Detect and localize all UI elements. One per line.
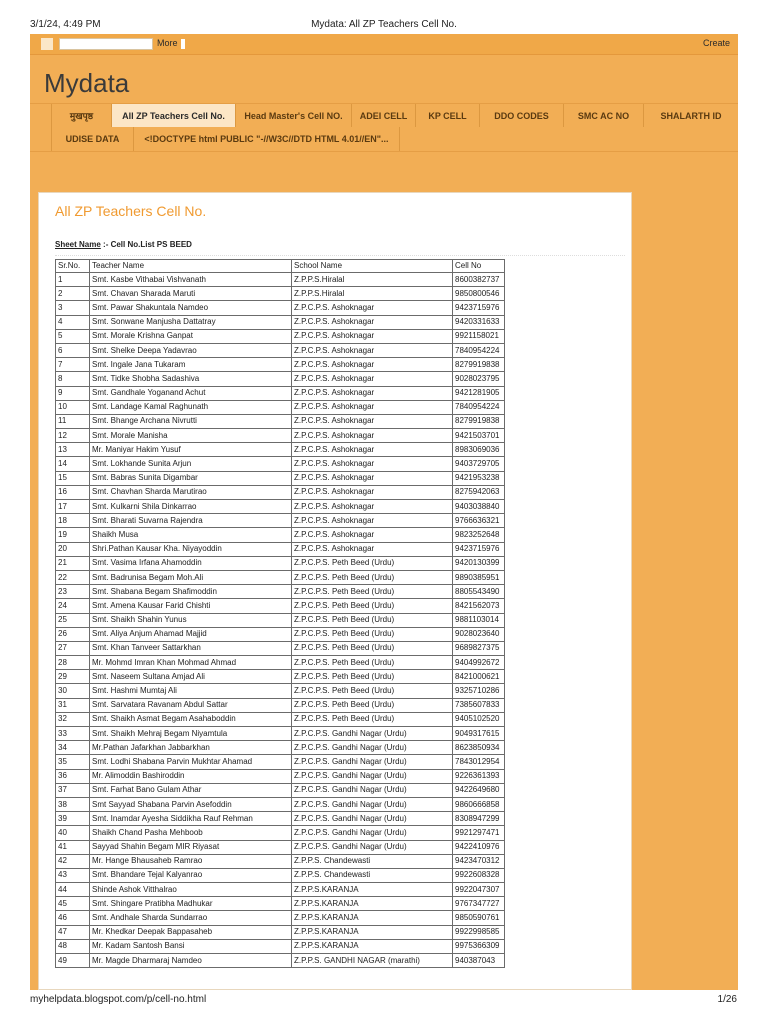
cell-teacher-name: Mr. Magde Dharmaraj Namdeo [90,954,292,968]
cell-teacher-name: Smt. Badrunisa Begam Moh.Ali [90,570,292,584]
cell-sr-no: 31 [56,698,90,712]
cell-sr-no: 30 [56,684,90,698]
cell-phone-no: 8275942063 [453,485,505,499]
cell-sr-no: 32 [56,712,90,726]
cell-phone-no: 9421503701 [453,429,505,443]
cell-sr-no: 13 [56,443,90,457]
header-cell-no: Cell No [453,260,505,273]
cell-sr-no: 28 [56,656,90,670]
cell-phone-no: 9422410976 [453,840,505,854]
cell-teacher-name: Smt. Hashmi Mumtaj Ali [90,684,292,698]
cell-teacher-name: Smt. Lokhande Sunita Arjun [90,457,292,471]
cell-teacher-name: Mr. Mohmd Imran Khan Mohmad Ahmad [90,656,292,670]
table-row [56,868,505,882]
cell-teacher-name: Sayyad Shahin Begam MIR Riyasat [90,840,292,854]
table-row [56,400,505,414]
table-row [56,897,505,911]
cell-school-name: Z.P.C.P.S. Ashoknagar [292,528,453,542]
cell-school-name: Z.P.C.P.S. Ashoknagar [292,429,453,443]
cell-phone-no: 7840954224 [453,400,505,414]
cell-phone-no: 7840954224 [453,343,505,357]
post-body [38,192,632,990]
cell-sr-no: 37 [56,783,90,797]
table-row [56,556,505,570]
cell-sr-no: 11 [56,414,90,428]
pages-tabs-row-2 [30,127,738,152]
table-row [56,840,505,854]
cell-teacher-name: Smt. Naseem Sultana Amjad Ali [90,670,292,684]
cell-teacher-name: Smt. Andhale Sharda Sundarrao [90,911,292,925]
sheet-name-label: Sheet Name [55,240,101,249]
cell-phone-no: 9423715976 [453,301,505,315]
cell-school-name: Z.P.P.S.KARANJA [292,939,453,953]
print-page-number: 1/26 [717,994,737,1005]
cell-teacher-name: Mr.Pathan Jafarkhan Jabbarkhan [90,741,292,755]
cell-phone-no: 9423715976 [453,542,505,556]
cell-teacher-name: Mr. Hange Bhausaheb Ramrao [90,854,292,868]
cell-phone-no: 9403729705 [453,457,505,471]
cell-sr-no: 40 [56,826,90,840]
cell-phone-no: 9921297471 [453,826,505,840]
cell-teacher-name: Smt. Tidke Shobha Sadashiva [90,372,292,386]
table-row [56,812,505,826]
cell-sr-no: 27 [56,641,90,655]
table-row [56,883,505,897]
cell-teacher-name: Smt. Shaikh Mehraj Begam Niyamtula [90,727,292,741]
cell-teacher-name: Smt. Lodhi Shabana Parvin Mukhtar Ahamad [90,755,292,769]
cell-school-name: Z.P.C.P.S. Ashoknagar [292,343,453,357]
cell-phone-no: 9403038840 [453,500,505,514]
tab-kp-cell[interactable]: KP CELL [416,104,480,128]
cell-teacher-name: Smt. Landage Kamal Raghunath [90,400,292,414]
cell-school-name: Z.P.C.P.S. Ashoknagar [292,358,453,372]
cell-sr-no: 24 [56,599,90,613]
cell-phone-no: 8279919838 [453,358,505,372]
cell-sr-no: 42 [56,854,90,868]
cell-phone-no: 9766636321 [453,514,505,528]
cell-phone-no: 8308947299 [453,812,505,826]
cell-phone-no: 8600382737 [453,273,505,287]
cell-school-name: Z.P.C.P.S. Ashoknagar [292,400,453,414]
navbar-more-dropdown-icon[interactable] [181,39,185,49]
cell-teacher-name: Shri.Pathan Kausar Kha. Niyayoddin [90,542,292,556]
cell-teacher-name: Smt. Morale Manisha [90,429,292,443]
cell-phone-no: 8623850934 [453,741,505,755]
cell-teacher-name: Smt. Shingare Pratibha Madhukar [90,897,292,911]
cell-phone-no: 9421281905 [453,386,505,400]
table-row [56,457,505,471]
cell-sr-no: 34 [56,741,90,755]
cell-phone-no: 9421953238 [453,471,505,485]
table-row [56,769,505,783]
cell-school-name: Z.P.C.P.S. Gandhi Nagar (Urdu) [292,769,453,783]
cell-sr-no: 6 [56,343,90,357]
cell-sr-no: 8 [56,372,90,386]
table-row [56,854,505,868]
blog-title[interactable]: Mydata [44,68,130,98]
cell-sr-no: 35 [56,755,90,769]
cell-phone-no: 8805543490 [453,585,505,599]
tab-smc-ac-no[interactable]: SMC AC NO [564,104,644,128]
cell-sr-no: 12 [56,429,90,443]
cell-sr-no: 1 [56,273,90,287]
cell-school-name: Z.P.C.P.S. Gandhi Nagar (Urdu) [292,741,453,755]
tab-home[interactable]: मुखपृष्ठ [52,104,112,128]
cell-school-name: Z.P.C.P.S. Ashoknagar [292,443,453,457]
navbar-more-link[interactable]: More [157,38,178,48]
tab-adei-cell[interactable]: ADEI CELL [352,104,416,128]
table-row [56,797,505,811]
cell-school-name: Z.P.C.P.S. Peth Beed (Urdu) [292,556,453,570]
cell-teacher-name: Smt. Shelke Deepa Yadavrao [90,343,292,357]
cell-school-name: Z.P.C.P.S. Gandhi Nagar (Urdu) [292,755,453,769]
cell-teacher-name: Smt. Bharati Suvarna Rajendra [90,514,292,528]
cell-sr-no: 46 [56,911,90,925]
cell-phone-no: 8983069036 [453,443,505,457]
cell-phone-no: 9860666858 [453,797,505,811]
sheet-name [55,240,192,249]
cell-school-name: Z.P.C.P.S. Peth Beed (Urdu) [292,712,453,726]
table-row [56,954,505,968]
table-row [56,343,505,357]
cell-teacher-name: Smt. Sonwane Manjusha Dattatray [90,315,292,329]
cell-teacher-name: Smt. Bhandare Tejal Kalyanrao [90,868,292,882]
table-row [56,542,505,556]
cell-school-name: Z.P.C.P.S. Peth Beed (Urdu) [292,656,453,670]
cell-sr-no: 25 [56,613,90,627]
cell-sr-no: 14 [56,457,90,471]
cell-teacher-name: Smt. Babras Sunita Digambar [90,471,292,485]
table-row [56,301,505,315]
cell-sr-no: 22 [56,570,90,584]
table-row [56,755,505,769]
cell-sr-no: 33 [56,727,90,741]
table-row [56,925,505,939]
cell-teacher-name: Smt. Ingale Jana Tukaram [90,358,292,372]
cell-phone-no: 9922998585 [453,925,505,939]
table-row [56,429,505,443]
table-row [56,528,505,542]
cell-phone-no: 7843012954 [453,755,505,769]
table-row [56,485,505,499]
blog-page [30,34,738,990]
cell-teacher-name: Shaikh Chand Pasha Mehboob [90,826,292,840]
cell-sr-no: 2 [56,287,90,301]
cell-school-name: Z.P.C.P.S. Ashoknagar [292,386,453,400]
teachers-cell-table [55,259,505,968]
cell-teacher-name: Smt. Kasbe Vithabai Vishvanath [90,273,292,287]
table-row [56,911,505,925]
table-row [56,500,505,514]
table-row [56,599,505,613]
table-row [56,386,505,400]
cell-sr-no: 29 [56,670,90,684]
cell-phone-no: 9881103014 [453,613,505,627]
blogger-navbar [30,34,738,55]
cell-teacher-name: Mr. Maniyar Hakim Yusuf [90,443,292,457]
print-url: myhelpdata.blogspot.com/p/cell-no.html [30,994,207,1005]
cell-school-name: Z.P.C.P.S. Peth Beed (Urdu) [292,698,453,712]
cell-teacher-name: Smt. Chavhan Sharda Marutirao [90,485,292,499]
cell-school-name: Z.P.P.S. GANDHI NAGAR (marathi) [292,954,453,968]
table-row [56,741,505,755]
cell-teacher-name: Smt. Shaikh Shahin Yunus [90,613,292,627]
cell-teacher-name: Mr. Kadam Santosh Bansi [90,939,292,953]
cell-phone-no: 9921158021 [453,329,505,343]
table-row [56,358,505,372]
cell-phone-no: 9850800546 [453,287,505,301]
cell-phone-no: 9049317615 [453,727,505,741]
cell-sr-no: 10 [56,400,90,414]
cell-school-name: Z.P.C.P.S. Peth Beed (Urdu) [292,613,453,627]
cell-phone-no: 9423470312 [453,854,505,868]
cell-phone-no: 9226361393 [453,769,505,783]
cell-sr-no: 18 [56,514,90,528]
cell-phone-no: 7385607833 [453,698,505,712]
cell-teacher-name: Smt. Gandhale Yoganand Achut [90,386,292,400]
cell-phone-no: 9922608328 [453,868,505,882]
navbar-create-link[interactable]: Create [702,38,730,48]
cell-school-name: Z.P.P.S.KARANJA [292,911,453,925]
table-row [56,414,505,428]
cell-school-name: Z.P.C.P.S. Gandhi Nagar (Urdu) [292,812,453,826]
tab-doctype-page[interactable]: <!DOCTYPE html PUBLIC "-//W3C//DTD HTML 4.01//EN"... [134,127,400,151]
cell-phone-no: 9420130399 [453,556,505,570]
cell-school-name: Z.P.C.P.S. Peth Beed (Urdu) [292,585,453,599]
cell-school-name: Z.P.C.P.S. Peth Beed (Urdu) [292,599,453,613]
cell-sr-no: 47 [56,925,90,939]
cell-teacher-name: Smt. Bhange Archana Nivrutti [90,414,292,428]
cell-school-name: Z.P.C.P.S. Peth Beed (Urdu) [292,670,453,684]
cell-phone-no: 9850590761 [453,911,505,925]
header-sr-no: Sr.No. [56,260,90,273]
cell-sr-no: 26 [56,627,90,641]
cell-sr-no: 3 [56,301,90,315]
table-row [56,585,505,599]
tab-head-master-cell[interactable]: Head Master's Cell NO. [236,104,352,128]
cell-school-name: Z.P.P.S. Chandewasti [292,854,453,868]
cell-teacher-name: Mr. Alimoddin Bashiroddin [90,769,292,783]
print-footer [0,992,768,1012]
cell-teacher-name: Mr. Khedkar Deepak Bappasaheb [90,925,292,939]
cell-phone-no: 9420331633 [453,315,505,329]
cell-teacher-name: Smt. Kulkarni Shila Dinkarrao [90,500,292,514]
cell-sr-no: 44 [56,883,90,897]
cell-school-name: Z.P.C.P.S. Peth Beed (Urdu) [292,570,453,584]
cell-teacher-name: Smt. Inamdar Ayesha Siddikha Rauf Rehman [90,812,292,826]
cell-school-name: Z.P.C.P.S. Peth Beed (Urdu) [292,641,453,655]
cell-sr-no: 41 [56,840,90,854]
table-row [56,698,505,712]
table-row [56,315,505,329]
cell-phone-no: 9823252648 [453,528,505,542]
cell-school-name: Z.P.C.P.S. Ashoknagar [292,500,453,514]
cell-teacher-name: Smt. Aliya Anjum Ahamad Majjid [90,627,292,641]
cell-school-name: Z.P.C.P.S. Ashoknagar [292,315,453,329]
cell-phone-no: 9325710286 [453,684,505,698]
cell-teacher-name: Shinde Ashok Vitthalrao [90,883,292,897]
pages-tabs-row-1 [30,103,738,129]
cell-sr-no: 23 [56,585,90,599]
cell-phone-no: 9767347727 [453,897,505,911]
cell-sr-no: 48 [56,939,90,953]
cell-school-name: Z.P.C.P.S. Gandhi Nagar (Urdu) [292,826,453,840]
table-row [56,641,505,655]
table-row [56,727,505,741]
cell-school-name: Z.P.C.P.S. Ashoknagar [292,301,453,315]
cell-school-name: Z.P.C.P.S. Gandhi Nagar (Urdu) [292,783,453,797]
table-row [56,656,505,670]
cell-sr-no: 19 [56,528,90,542]
table-row [56,471,505,485]
cell-teacher-name: Smt. Farhat Bano Gulam Athar [90,783,292,797]
cell-school-name: Z.P.C.P.S. Ashoknagar [292,471,453,485]
post-title: All ZP Teachers Cell No. [55,203,207,219]
table-row [56,826,505,840]
cell-phone-no: 9975366309 [453,939,505,953]
cell-school-name: Z.P.C.P.S. Ashoknagar [292,372,453,386]
navbar-search-input[interactable] [59,38,153,50]
cell-school-name: Z.P.P.S.KARANJA [292,883,453,897]
table-header-row [56,260,505,273]
table-row [56,273,505,287]
cell-teacher-name: Smt. Pawar Shakuntala Namdeo [90,301,292,315]
cell-phone-no: 940387043 [453,954,505,968]
separator [55,255,625,256]
cell-phone-no: 9028023795 [453,372,505,386]
table-row [56,514,505,528]
cell-phone-no: 8421562073 [453,599,505,613]
cell-phone-no: 8421000621 [453,670,505,684]
cell-school-name: Z.P.C.P.S. Gandhi Nagar (Urdu) [292,797,453,811]
cell-school-name: Z.P.P.S.Hiralal [292,287,453,301]
tab-all-zp-teachers[interactable]: All ZP Teachers Cell No. [112,104,236,128]
cell-teacher-name: Smt. Vasima Irfana Ahamoddin [90,556,292,570]
tab-spacer [30,104,52,128]
sheet-name-value: :- Cell No.List PS BEED [103,240,192,249]
header-school-name: School Name [292,260,453,273]
cell-sr-no: 16 [56,485,90,499]
tab-shalarth-id[interactable]: SHALARTH ID [660,111,722,121]
cell-teacher-name: Smt. Chavan Sharada Maruti [90,287,292,301]
cell-sr-no: 49 [56,954,90,968]
table-row [56,939,505,953]
table-row [56,372,505,386]
cell-sr-no: 17 [56,500,90,514]
cell-school-name: Z.P.C.P.S. Ashoknagar [292,414,453,428]
cell-teacher-name: Smt. Khan Tanveer Sattarkhan [90,641,292,655]
table-row [56,627,505,641]
header-teacher-name: Teacher Name [90,260,292,273]
table-row [56,670,505,684]
print-datetime: 3/1/24, 4:49 PM [30,19,101,30]
print-doc-title: Mydata: All ZP Teachers Cell No. [311,19,457,30]
cell-sr-no: 45 [56,897,90,911]
cell-sr-no: 36 [56,769,90,783]
table-row [56,684,505,698]
blogger-logo-icon[interactable] [41,38,53,50]
cell-sr-no: 43 [56,868,90,882]
cell-sr-no: 7 [56,358,90,372]
tab-spacer [30,127,52,151]
cell-phone-no: 9405102520 [453,712,505,726]
cell-school-name: Z.P.C.P.S. Ashoknagar [292,485,453,499]
tab-ddo-codes[interactable]: DDO CODES [480,104,564,128]
cell-school-name: Z.P.P.S. Chandewasti [292,868,453,882]
cell-teacher-name: Smt. Shaikh Asmat Begam Asahaboddin [90,712,292,726]
cell-school-name: Z.P.P.S.KARANJA [292,925,453,939]
cell-school-name: Z.P.C.P.S. Gandhi Nagar (Urdu) [292,840,453,854]
table-row [56,570,505,584]
cell-sr-no: 15 [56,471,90,485]
table-row [56,712,505,726]
cell-school-name: Z.P.C.P.S. Peth Beed (Urdu) [292,684,453,698]
cell-school-name: Z.P.C.P.S. Ashoknagar [292,542,453,556]
tab-udise-data[interactable]: UDISE DATA [52,127,134,151]
cell-phone-no: 9404992672 [453,656,505,670]
cell-school-name: Z.P.P.S.KARANJA [292,897,453,911]
cell-phone-no: 9689827375 [453,641,505,655]
cell-teacher-name: Smt. Shabana Begam Shafimoddin [90,585,292,599]
table-row [56,613,505,627]
cell-sr-no: 9 [56,386,90,400]
cell-teacher-name: Shaikh Musa [90,528,292,542]
cell-sr-no: 20 [56,542,90,556]
cell-school-name: Z.P.C.P.S. Ashoknagar [292,329,453,343]
cell-sr-no: 4 [56,315,90,329]
cell-phone-no: 9028023640 [453,627,505,641]
cell-school-name: Z.P.C.P.S. Ashoknagar [292,514,453,528]
cell-school-name: Z.P.C.P.S. Peth Beed (Urdu) [292,627,453,641]
cell-teacher-name: Smt Sayyad Shabana Parvin Asefoddin [90,797,292,811]
cell-sr-no: 5 [56,329,90,343]
cell-phone-no: 8279919838 [453,414,505,428]
table-row [56,443,505,457]
print-header [0,0,768,34]
cell-teacher-name: Smt. Morale Krishna Ganpat [90,329,292,343]
cell-sr-no: 21 [56,556,90,570]
cell-phone-no: 9422649680 [453,783,505,797]
table-row [56,329,505,343]
cell-school-name: Z.P.C.P.S. Ashoknagar [292,457,453,471]
cell-teacher-name: Smt. Sarvatara Ravanam Abdul Sattar [90,698,292,712]
table-row [56,287,505,301]
cell-sr-no: 38 [56,797,90,811]
cell-teacher-name: Smt. Amena Kausar Farid Chishti [90,599,292,613]
cell-phone-no: 9890385951 [453,570,505,584]
cell-school-name: Z.P.P.S.Hiralal [292,273,453,287]
table-row [56,783,505,797]
cell-phone-no: 9922047307 [453,883,505,897]
cell-sr-no: 39 [56,812,90,826]
cell-school-name: Z.P.C.P.S. Gandhi Nagar (Urdu) [292,727,453,741]
